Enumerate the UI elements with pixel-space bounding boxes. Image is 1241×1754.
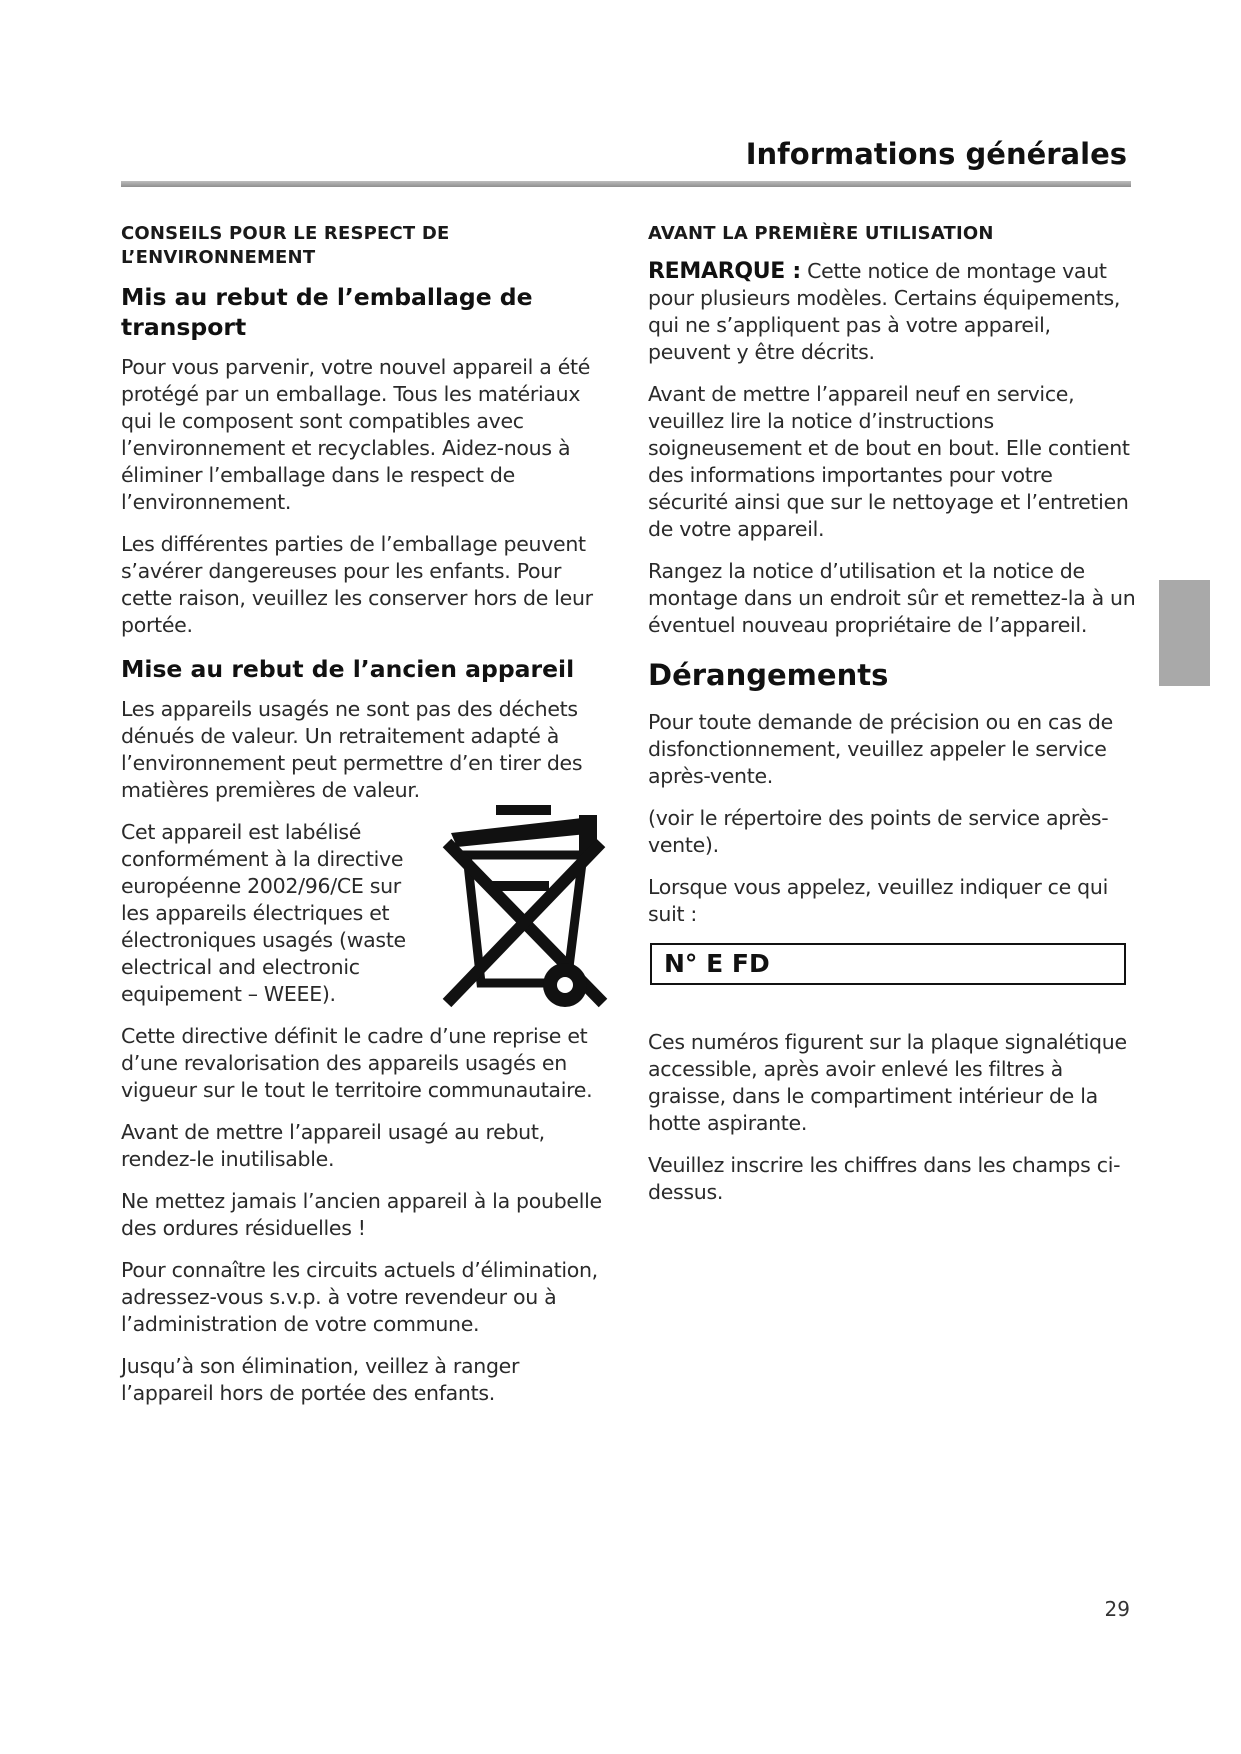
old-appliance-paragraph-1: Les appareils usagés ne sont pas des déchets dénués de valeur. Un retraitement adapté à l’environnement peut permettre d’en tirer des matières premières de valeur.: [121, 697, 583, 802]
faults-paragraph-4: Ces numéros figurent sur la plaque signalétique accessible, après avoir enlevé les filtres à graisse, dans le compartiment intérieur de la hotte aspirante.: [648, 1030, 1127, 1135]
page-number: 29: [1104, 1597, 1130, 1621]
right-column: [648, 222, 1138, 1221]
first-use-paragraph-3: Rangez la notice d’utilisation et la notice de montage dans un endroit sûr et remettez-la à un éventuel nouveau propriétaire de l’appareil.: [648, 559, 1136, 637]
environment-heading-line2: L’ENVIRONNEMENT: [121, 247, 316, 268]
packaging-disposal-heading: Mis au rebut de l’emballage de transport: [121, 283, 533, 341]
weee-directive-paragraph: Cet appareil est labélisé conformément à la directive européenne 2002/96/CE sur les appareils électriques et électroniques usagés (waste electrical and electronic equipement – WEEE).: [121, 820, 406, 1006]
old-appliance-paragraph-3: Cette directive définit le cadre d’une reprise et d’une revalorisation des appareils usagés en vigueur sur le tout le territoire communautaire.: [121, 1024, 593, 1102]
environment-section-heading: [121, 222, 611, 270]
first-use-paragraph-2: Avant de mettre l’appareil neuf en service, veuillez lire la notice d’instructions soigneusement et de bout en bout. Elle contient des informations importantes pour votre sécurité ainsi que sur le nettoyage et l’entretien de votre appareil.: [648, 382, 1130, 541]
weee-block: [121, 819, 611, 1008]
old-appliance-paragraph-6: Pour connaître les circuits actuels d’élimination, adressez-vous s.v.p. à votre revendeur ou à l’administration de votre commune.: [121, 1258, 598, 1336]
header-rule: [121, 181, 1131, 187]
old-appliance-paragraph-4: Avant de mettre l’appareil usagé au rebut, rendez-le inutilisable.: [121, 1120, 545, 1171]
old-appliance-disposal-heading: Mise au rebut de l’ancien appareil: [121, 655, 575, 683]
left-column: [121, 222, 611, 1422]
page-header-title: Informations générales: [745, 137, 1127, 171]
reference-number-box[interactable]: N° E FD: [650, 943, 1126, 985]
section-side-tab: [1159, 580, 1210, 686]
note-label: REMARQUE :: [648, 259, 801, 284]
faults-paragraph-5: Veuillez inscrire les chiffres dans les champs ci-dessus.: [648, 1153, 1121, 1204]
faults-paragraph-2: (voir le répertoire des points de service après-vente).: [648, 806, 1109, 857]
faults-paragraph-1: Pour toute demande de précision ou en cas de disfonctionnement, veuillez appeler le service après-vente.: [648, 710, 1113, 788]
faults-heading: Dérangements: [648, 658, 889, 692]
old-appliance-paragraph-5: Ne mettez jamais l’ancien appareil à la poubelle des ordures résiduelles !: [121, 1189, 602, 1240]
packaging-paragraph-2: Les différentes parties de l’emballage peuvent s’avérer dangereuses pour les enfants. Pour cette raison, veuillez les conserver hors de leur portée.: [121, 532, 593, 637]
old-appliance-paragraph-7: Jusqu’à son élimination, veillez à ranger l’appareil hors de portée des enfants.: [121, 1354, 520, 1405]
note-text: Cette notice de montage vaut pour plusieurs modèles. Certains équipements, qui ne s’appliquent pas à votre appareil, peuvent y être décrits.: [648, 259, 1121, 364]
environment-heading-line1: CONSEILS POUR LE RESPECT DE: [121, 223, 450, 244]
crossed-out-wheelie-bin-icon: [441, 803, 611, 1023]
note-paragraph: [648, 258, 1138, 366]
first-use-section-heading: AVANT LA PREMIÈRE UTILISATION: [648, 223, 994, 244]
faults-paragraph-3: Lorsque vous appelez, veuillez indiquer ce qui suit :: [648, 875, 1108, 926]
packaging-paragraph-1: Pour vous parvenir, votre nouvel appareil a été protégé par un emballage. Tous les matériaux qui le composent sont compatibles avec l’environnement et recyclables. Aidez-nous à éliminer l’emballage dans le respect de l’environnement.: [121, 355, 591, 514]
